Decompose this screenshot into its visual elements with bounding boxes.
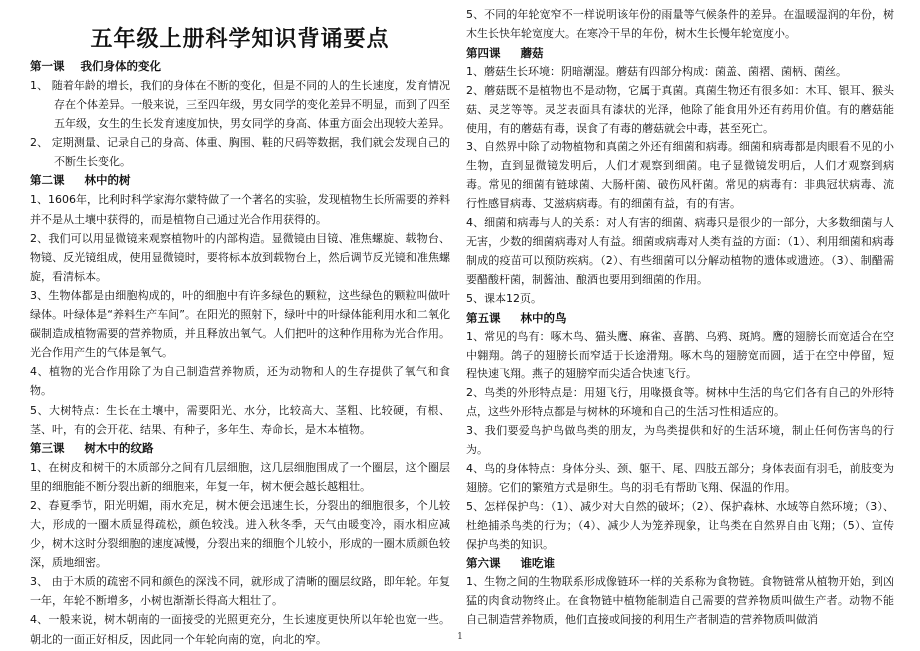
right-column <box>466 6 894 627</box>
page-number: 1 <box>457 632 463 642</box>
lesson-1-item: 2、 定期测量、记录自己的身高、体重、胸围、鞋的尺码等数据，我们就会发现自己的不断生长变化。 <box>30 136 450 169</box>
lesson-6-item: 1、生物之间的生物联系形成像链环一样的关系称为食物链。食物链常从植物开始，到凶猛的肉食动物终止。在食物链中植物能制造自己需要的营养物质叫做生产者。动物不能自己制造营养物质，他们直接或间接的利用生产者制造的营养物质叫做消 <box>466 575 894 627</box>
lesson-5-item: 5、怎样保护鸟：（1）、减少对大自然的破坏；（2）、保护森林、水域等自然环境；（3）、杜绝捕杀鸟类的行为；（4）、减少人为笼养现象，让鸟类在自然界自由飞翔；（5）、宣传保护鸟类的知识。 <box>466 499 894 551</box>
lesson-3-item: 4、一般来说，树木朝南的一面接受的光照更充分，生长速度更快所以年轮也宽一些。朝北的一面正好相反，因此同一个年轮向南的宽，向北的窄。 <box>30 613 450 646</box>
lesson-2-item: 5、大树特点：生长在土壤中，需要阳光、水分，比较高大、茎粗、比较硬，有根、茎、叶，有的会开花、结果、有种子，多年生、寿命长，是木本植物。 <box>30 403 450 436</box>
lesson-2-item: 4、植物的光合作用除了为自己制造营养物质，还为动物和人的生存提供了氧气和食物。 <box>30 365 450 398</box>
lesson-2-item: 2、我们可以用显微镜来观察植物叶的内部构造。显微镜由目镜、准焦螺旋、载物台、物镜、反光镜组成，使用显微镜时，要将标本放到载物台上，然后调节反光镜和准焦螺旋，看清标本。 <box>30 231 450 283</box>
lesson-4-item: 5、课本12页。 <box>466 291 542 305</box>
lesson-1-item: 1、 随着年龄的增长，我们的身体在不断的变化，但是不同的人的生长速度，发育情况存在个体差异。一般来说，三至四年级，男女同学的变化差异不明显，而到了四至五年级，女生的生长发育速度加快，男女同学的身高、体重方面会出现较大差异。 <box>30 79 450 131</box>
lesson-5-item: 4、鸟的身体特点：身体分头、颈、躯干、尾、四肢五部分；身体表面有羽毛，前肢变为翅膀。它们的繁殖方式是卵生。鸟的羽毛有帮助飞翔、保温的作用。 <box>466 461 894 494</box>
lesson-5-item: 2、鸟类的外形特点是：用翅飞行，用喙摄食等。树林中生活的鸟它们各有自己的外形特点，这些外形特点都是与树林的环境和自己的生活习性相适应的。 <box>466 386 894 419</box>
lesson-6-heading: 第六课 谁吃谁 <box>466 556 556 571</box>
page-title: 五年级上册科学知识背诵要点 <box>90 27 390 52</box>
lesson-4-heading: 第四课 蘑菇 <box>466 45 544 60</box>
lesson-4-item: 3、自然界中除了动物植物和真菌之外还有细菌和病毒。细菌和病毒都是肉眼看不见的小生物，直到显微镜发明后，人们才观察到细菌。电子显微镜发明后，人们才观察到病毒。常见的细菌有链球菌、大肠杆菌、破伤风杆菌。常见的病毒有：非典冠状病毒、流行性感冒病毒、艾滋病病毒。有的细菌有益，有的有害。 <box>466 140 894 211</box>
lesson-2-item: 3、生物体都是由细胞构成的，叶的细胞中有许多绿色的颗粒，这些绿色的颗粒叫做叶绿体。叶绿体是“养料生产车间”。在阳光的照射下，绿叶中的叶绿体能利用水和二氧化碳制造成植物需要的营养物质，并且释放出氧气。人们把叶的这种作用称为光合作用。光合作用产生的气体是氧气。 <box>30 288 450 360</box>
lesson-3-heading: 第三课 树木中的纹路 <box>30 440 154 455</box>
lesson-2-heading: 第二课 林中的树 <box>30 173 131 188</box>
lesson-5-item: 1、常见的鸟有：啄木鸟、猫头鹰、麻雀、喜鹊、乌鸦、斑鸠。鹰的翅膀长而宽适合在空中翱翔。鸽子的翅膀长而窄适于长途滑翔。啄木鸟的翅膀宽而圆，适于在空中停留，短程快速飞翔。燕子的翅膀窄而尖适合快速飞行。 <box>466 329 894 381</box>
lesson-2-item: 1、1606年，比利时科学家海尔蒙特做了一个著名的实验，发现植物生长所需要的养料并不是从土壤中获得的，而是植物自己通过光合作用获得的。 <box>30 193 450 226</box>
lesson-3-continued-item: 5、不同的年轮宽窄不一样说明该年份的雨量等气候条件的差异。在温暖湿润的年份，树木生长快年轮宽度大。在寒冷干旱的年份，树木生长慢年轮宽度小。 <box>466 8 894 40</box>
lesson-5-heading: 第五课 林中的鸟 <box>466 310 567 325</box>
lesson-3-item: 1、在树皮和树干的木质部分之间有几层细胞，这几层细胞围成了一个圈层，这个圈层里的细胞能不断分裂出新的细胞来，年复一年，树木便会越长越粗壮。 <box>30 460 450 493</box>
lesson-4-item: 2、蘑菇既不是植物也不是动物，它属于真菌。真菌生物还有很多如：木耳、银耳、猴头菇、灵芝等等。灵芝表面具有漆状的光泽，他除了能食用外还有药用价值。有的蘑菇能使用，有的蘑菇有毒，误食了有毒的蘑菇就会中毒，甚至死亡。 <box>466 83 894 135</box>
lesson-5-item: 3、我们要爱鸟护鸟做鸟类的朋友，为鸟类提供和好的生活环境，制止任何伤害鸟的行为。 <box>466 424 894 457</box>
lesson-3-item: 3、 由于木质的疏密不同和颜色的深浅不同，就形成了清晰的圈层纹路，即年轮。年复一年，年轮不断增多，小树也渐渐长得高大粗壮了。 <box>30 575 450 608</box>
lesson-1-heading: 第一课 我们身体的变化 <box>30 59 162 73</box>
left-column <box>30 6 450 646</box>
lesson-4-item: 1、蘑菇生长环境：阴暗潮湿。蘑菇有四部分构成：菌盖、菌褶、菌柄、菌丝。 <box>466 64 847 78</box>
lesson-3-item: 2、春夏季节，阳光明媚，雨水充足，树木便会迅速生长，分裂出的细胞很多，个儿较大，形成的一圈木质显得疏松，颜色较浅。进入秋冬季，天气由暖变冷，雨水相应减少，树木这时分裂细胞的速度减慢，分裂出来的细胞个儿较小，形成的一圈木质颜色较深，质地细密。 <box>30 498 450 570</box>
lesson-4-item: 4、细菌和病毒与人的关系：对人有害的细菌、病毒只是很少的一部分，大多数细菌与人无害，少数的细菌病毒对人有益。细菌或病毒对人类有益的方面：（1）、利用细菌和病毒制成的疫苗可以预防疾病。（2）、有些细菌可以分解动植物的遗体或遗迹。（3）、制醋需要醋酸杆菌，制酱油、酿酒也要用到细菌的作用。 <box>466 216 894 286</box>
